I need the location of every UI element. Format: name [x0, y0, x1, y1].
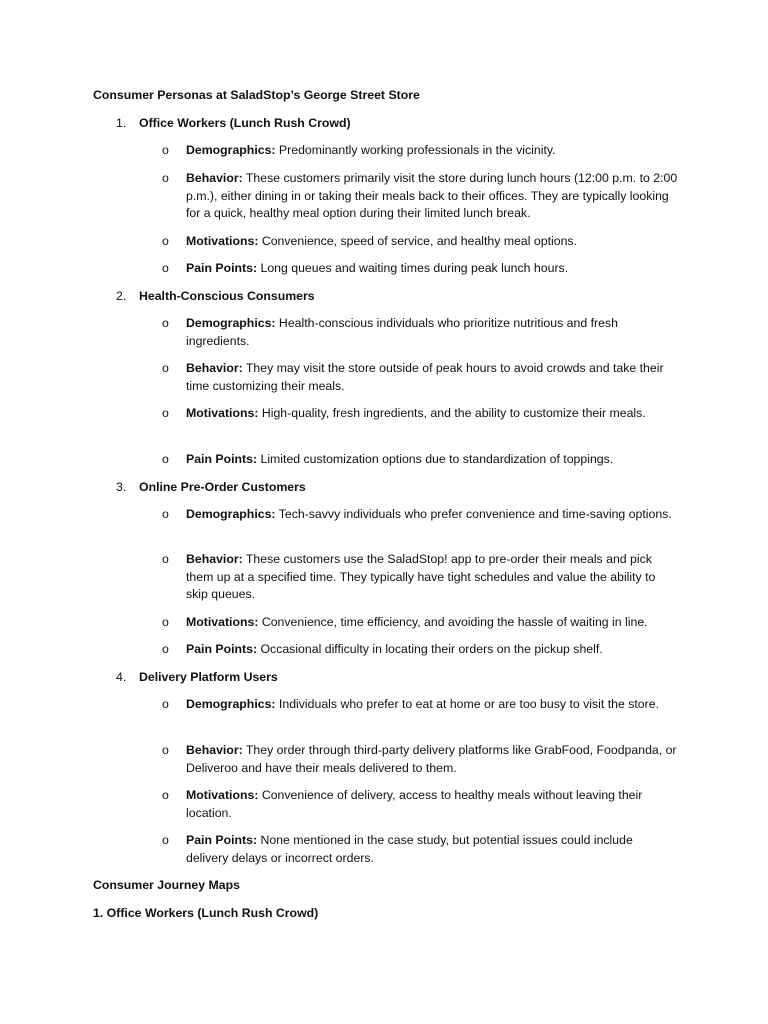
bullet-marker: o — [162, 743, 169, 757]
item-text: Health-conscious individuals who prioritize nutritious and fresh ingredients. — [186, 316, 618, 348]
bullet-marker: o — [162, 316, 169, 330]
list-item — [162, 405, 678, 423]
subsection-heading-office-workers: 1. Office Workers (Lunch Rush Crowd) — [93, 906, 319, 920]
item-label: Pain Points: — [186, 642, 258, 656]
list-item — [162, 142, 678, 160]
item-label: Motivations: — [186, 615, 259, 629]
list-item — [162, 451, 678, 469]
item-label: Pain Points: — [186, 833, 258, 847]
bullet-marker: o — [162, 452, 169, 466]
item-label: Behavior: — [186, 743, 243, 757]
persona-number: 4. — [116, 670, 127, 684]
bullet-marker: o — [162, 261, 169, 275]
item-label: Motivations: — [186, 788, 259, 802]
item-text: Occasional difficulty in locating their orders on the pickup shelf. — [257, 642, 603, 656]
list-item — [162, 641, 678, 659]
item-text: Convenience of delivery, access to healthy meals without leaving their location. — [186, 788, 643, 820]
bullet-marker: o — [162, 143, 169, 157]
list-item — [162, 260, 678, 278]
item-label: Behavior: — [186, 361, 243, 375]
item-text: Tech-savvy individuals who prefer convenience and time-saving options. — [275, 507, 672, 521]
item-text: Limited customization options due to standardization of toppings. — [257, 452, 614, 466]
item-text: They may visit the store outside of peak hours to avoid crowds and take their time customizing their meals. — [186, 361, 664, 393]
section-heading-journey-maps: Consumer Journey Maps — [93, 878, 240, 892]
item-text: None mentioned in the case study, but potential issues could include delivery delays or incorrect orders. — [186, 833, 633, 865]
bullet-marker: o — [162, 833, 169, 847]
bullet-marker: o — [162, 406, 169, 420]
list-item — [162, 315, 678, 350]
list-item — [162, 787, 678, 822]
item-label: Demographics: — [186, 507, 276, 521]
persona-heading — [116, 115, 351, 133]
item-label: Behavior: — [186, 552, 243, 566]
bullet-marker: o — [162, 234, 169, 248]
persona-number: 3. — [116, 480, 127, 494]
list-item — [162, 614, 678, 632]
list-item — [162, 551, 678, 604]
item-text: Predominantly working professionals in the vicinity. — [275, 143, 556, 157]
item-text: These customers primarily visit the store during lunch hours (12:00 p.m. to 2:00 p.m.), either dining in or taking their meals back to their offices. They are typically looking for a quick, healthy meal option during their limited lunch break. — [186, 171, 678, 221]
item-text: High-quality, fresh ingredients, and the ability to customize their meals. — [258, 406, 646, 420]
bullet-marker: o — [162, 361, 169, 375]
item-text: Convenience, time efficiency, and avoiding the hassle of waiting in line. — [258, 615, 648, 629]
list-item — [162, 170, 678, 223]
item-text: These customers use the SaladStop! app to pre-order their meals and pick them up at a specified time. They typically have tight schedules and value the ability to skip queues. — [186, 552, 656, 602]
bullet-marker: o — [162, 642, 169, 656]
bullet-marker: o — [162, 171, 169, 185]
bullet-marker: o — [162, 697, 169, 711]
persona-title: Health-Conscious Consumers — [139, 289, 315, 303]
bullet-marker: o — [162, 552, 169, 566]
list-item — [162, 506, 678, 524]
persona-heading — [116, 669, 278, 687]
persona-number: 1. — [116, 116, 127, 130]
item-text: They order through third-party delivery platforms like GrabFood, Foodpanda, or Deliveroo and have their meals delivered to them. — [186, 743, 677, 775]
item-label: Pain Points: — [186, 261, 258, 275]
item-label: Demographics: — [186, 697, 276, 711]
persona-heading — [116, 479, 306, 497]
item-label: Motivations: — [186, 234, 259, 248]
item-label: Demographics: — [186, 316, 276, 330]
item-label: Pain Points: — [186, 452, 258, 466]
persona-title: Office Workers (Lunch Rush Crowd) — [139, 116, 351, 130]
item-label: Motivations: — [186, 406, 259, 420]
bullet-marker: o — [162, 788, 169, 802]
document-title: Consumer Personas at SaladStop’s George Street Store — [93, 88, 420, 102]
bullet-marker: o — [162, 615, 169, 629]
bullet-marker: o — [162, 507, 169, 521]
item-label: Demographics: — [186, 143, 276, 157]
persona-title: Delivery Platform Users — [139, 670, 278, 684]
list-item — [162, 233, 678, 251]
list-item — [162, 742, 678, 777]
list-item — [162, 696, 678, 714]
item-text: Individuals who prefer to eat at home or are too busy to visit the store. — [275, 697, 659, 711]
list-item — [162, 360, 678, 395]
item-label: Behavior: — [186, 171, 243, 185]
persona-heading — [116, 288, 315, 306]
item-text: Long queues and waiting times during peak lunch hours. — [257, 261, 569, 275]
persona-number: 2. — [116, 289, 127, 303]
list-item — [162, 832, 678, 867]
item-text: Convenience, speed of service, and healthy meal options. — [258, 234, 577, 248]
persona-title: Online Pre-Order Customers — [139, 480, 306, 494]
